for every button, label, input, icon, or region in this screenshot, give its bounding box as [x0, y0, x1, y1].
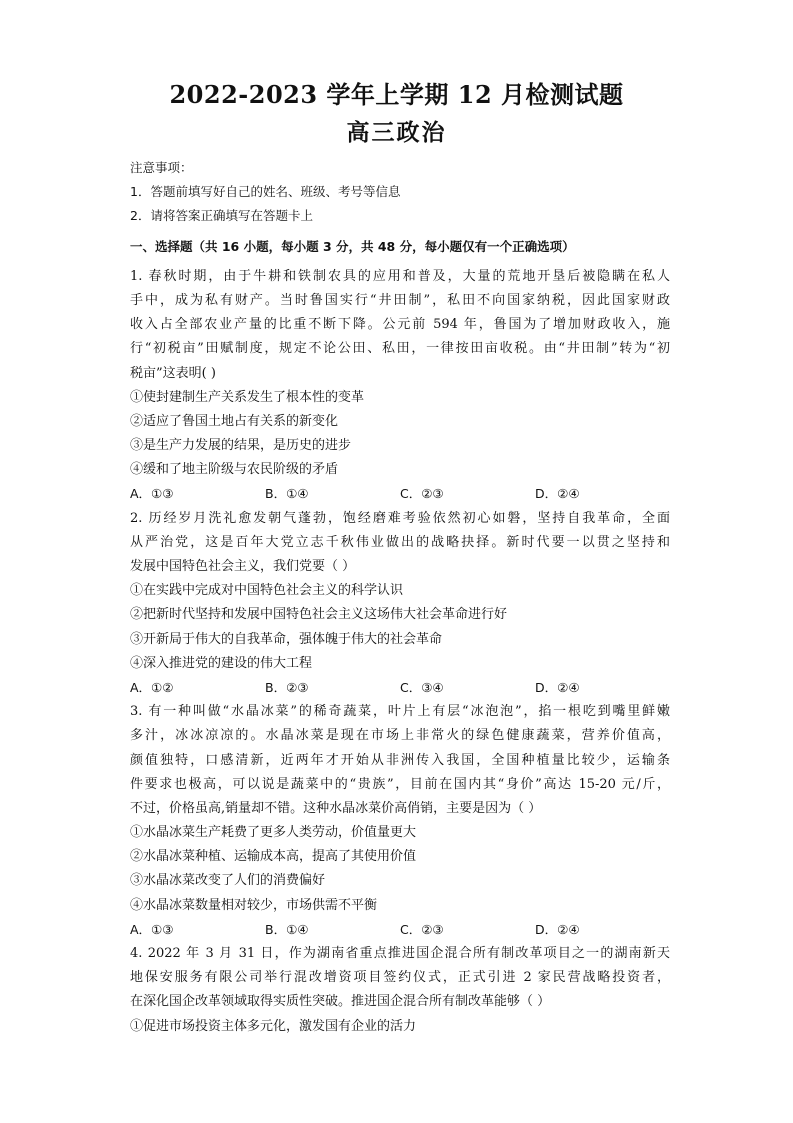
- statement-item: ③是生产力发展的结果，是历史的进步: [130, 438, 352, 454]
- statement-item: ④水晶冰菜数量相对较少，市场供需不平衡: [130, 897, 378, 913]
- question-stem-line: 多汁，冰冰凉凉的。水晶冰菜是现在市场上非常火的绿色健康蔬菜，营养价值高，: [130, 728, 670, 744]
- exam-body: [130, 156, 670, 1039]
- question-stem-line: 4. 2022 年 3 月 31 日，作为湖南省重点推进国企混合所有制改革项目之一的湖南新天: [130, 946, 670, 961]
- option-a: A．①③: [130, 921, 174, 937]
- notice-item: 2．请将答案正确填写在答题卡上: [130, 208, 313, 224]
- notice-heading: 注意事项：: [130, 160, 193, 175]
- question-4: [130, 942, 670, 1039]
- question-stem-line: 税亩”这表明( ): [130, 365, 216, 381]
- statement-item: ①水晶冰菜生产耗费了更多人类劳动，价值量更大: [130, 825, 417, 841]
- answer-options: [130, 482, 670, 506]
- section-heading: 一、选择题（共 16 小题，每小题 3 分，共 48 分，每小题仅有一个正确选项）: [130, 238, 575, 254]
- question-2: [130, 507, 670, 701]
- statement-item: ③开新局于伟大的自我革命，强体魄于伟大的社会革命: [130, 631, 443, 647]
- statement-item: ①使封建制生产关系发生了根本性的变革: [130, 389, 365, 405]
- question-stem-line: 地保安服务有限公司举行混改增资项目签约仪式，正式引进 2 家民营战略投资者，: [130, 970, 670, 986]
- option-b: B．①④: [265, 486, 309, 502]
- question-3: [130, 700, 670, 942]
- statement-item: ①在实践中完成对中国特色社会主义的科学认识: [130, 583, 404, 599]
- question-stem-line: 颜值独特，口感清新，近两年才开始从非洲传入我国，全国种植量比较少，运输条: [130, 752, 670, 768]
- notice-item: 1．答题前填写好自己的姓名、班级、考号等信息: [130, 184, 401, 200]
- statement-item: ②适应了鲁国土地占有关系的新变化: [130, 413, 339, 429]
- option-c: C．②③: [400, 486, 444, 502]
- question-stem-line: 手中，成为私有财产。当时鲁国实行“井田制”，私田不向国家纳税，因此国家财政: [130, 292, 670, 308]
- statement-item: ③水晶冰菜改变了人们的消费偏好: [130, 873, 326, 889]
- option-a: A．①③: [130, 486, 174, 502]
- statement-item: ②把新时代坚持和发展中国特色社会主义这场伟大社会革命进行好: [130, 607, 508, 623]
- option-d: D．②④: [535, 679, 580, 695]
- question-1: [130, 265, 670, 507]
- question-stem-line: 件要求也极高，可以说是蔬菜中的“贵族”，目前在国内其“身价”高达 15-20 元/斤，: [130, 776, 670, 792]
- exam-title: 2022-2023 学年上学期 12 月检测试题: [169, 80, 624, 109]
- question-stem-line: 不过，价格虽高,销量却不错。这种水晶冰菜价高俏销，主要是因为（ ）: [130, 800, 542, 816]
- option-d: D．②④: [535, 486, 580, 502]
- question-stem-line: 行“初税亩”田赋制度，规定不论公田、私田，一律按田亩收税。由“井田制”转为“初: [130, 341, 670, 357]
- answer-options: [130, 676, 670, 700]
- option-c: C．②③: [400, 921, 444, 937]
- statement-item: ④深入推进党的建设的伟大工程: [130, 655, 313, 671]
- option-d: D．②④: [535, 921, 580, 937]
- question-stem-line: 在深化国企改革领域取得实质性突破。推进国企混合所有制改革能够（ ）: [130, 994, 551, 1010]
- question-stem-line: 3. 有一种叫做“水晶冰菜”的稀奇蔬菜，叶片上有层“冰泡泡”，掐一根吃到嘴里鲜嫩: [130, 704, 670, 720]
- statement-item: ①促进市场投资主体多元化，激发国有企业的活力: [130, 1018, 417, 1034]
- option-b: B．①④: [265, 921, 309, 937]
- question-stem-line: 2. 历经岁月洗礼愈发朝气蓬勃，饱经磨难考验依然初心如磐，坚持自我革命，全面: [130, 510, 670, 526]
- question-stem-line: 收入占全部农业产量的比重不断下降。公元前 594 年，鲁国为了增加财政收入，施: [130, 317, 670, 333]
- question-stem-line: 发展中国特色社会主义，我们党要（ ）: [130, 559, 356, 574]
- exam-subject: 高三政治: [346, 119, 447, 146]
- answer-options: [130, 918, 670, 942]
- statement-item: ④缓和了地主阶级与农民阶级的矛盾: [130, 462, 339, 478]
- statement-item: ②水晶冰菜种植、运输成本高，提高了其使用价值: [130, 849, 417, 865]
- option-a: A．①②: [130, 679, 174, 695]
- option-c: C．③④: [400, 679, 444, 695]
- option-b: B．②③: [265, 679, 309, 695]
- question-stem-line: 1. 春秋时期，由于牛耕和铁制农具的应用和普及，大量的荒地开垦后被隐瞒在私人: [130, 268, 670, 284]
- question-stem-line: 从严治党，这是百年大党立志千秋伟业做出的战略抉择。新时代要一以贯之坚持和: [130, 534, 670, 550]
